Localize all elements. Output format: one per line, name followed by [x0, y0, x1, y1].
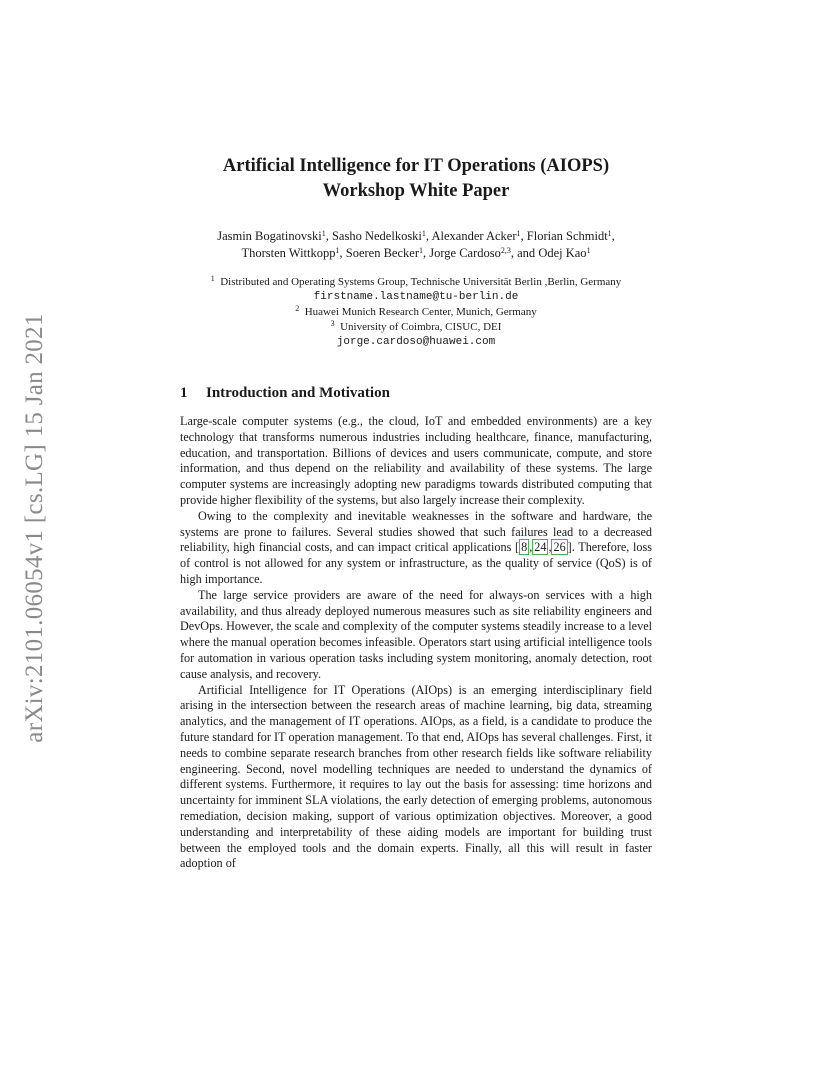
author-name: Alexander Acker	[431, 229, 517, 243]
paragraph-1: Large-scale computer systems (e.g., the cloud, IoT and embedded environments) are a key technology that transforms numerous industries including healthcare, finance, manufacturing, education, and transportation. Billions of devices and users communicate, compute, and store information, and thus depend on the reliability and availability of these systems. The large computer systems are increasingly adopting new paradigms towards distributed computing that provide higher flexibility of the systems, but also largely increase their complexity.	[180, 414, 652, 507]
author-name: Thorsten Wittkopp	[241, 246, 336, 260]
author-name: Florian Schmidt	[526, 229, 608, 243]
affiliation-3	[180, 320, 652, 335]
arxiv-identifier-text: arXiv:2101.06054v1 [cs.LG] 15 Jan 2021	[21, 312, 48, 743]
author-affiliation-mark: 1	[335, 246, 340, 255]
author-name: Jorge Cardoso	[429, 246, 501, 260]
author-name: Sasho Nedelkoski	[331, 229, 422, 243]
body-text	[180, 414, 652, 872]
author-affiliation-mark: 1	[421, 229, 426, 238]
section-heading	[180, 383, 652, 403]
paragraph-2	[180, 509, 652, 588]
author-line-1: Jasmin Bogatinovski$^1$, Sasho Nedelkoski$^1$, Alexander Acker$^1$, Florian Schmidt$^1$,	[217, 229, 615, 243]
paragraph-4: Artificial Intelligence for IT Operations (AIOps) is an emerging interdisciplinary field arising in the intersection between the research areas of machine learning, big data, streaming analytics, and the management of IT operations. AIOps, as a field, is a candidate to produce the future standard for IT operation management. To that end, AIOps has several challenges. First, it needs to combine separate research branches from other research fields like software reliability engineering. Second, novel modelling techniques are needed to understand the dynamics of different systems. Furthermore, it requires to lay out the basis for assessing: time horizons and uncertainty for imminent SLA violations, the early detection of emerging problems, autonomous remediation, decision making, support of various optimization objectives. Moreover, a good understanding and interpretability of these aiding models are important for building trust between the employed tools and the domain experts. Finally, all this will result in faster adoption of	[180, 682, 652, 871]
title-line-2: Workshop White Paper	[322, 181, 510, 201]
citation-separator: ,	[548, 540, 552, 555]
paragraph-2-text-b: ]. Therefore, loss of control is not allowed for any system or infrastructure, as the quality of service (QoS) is of high importance.	[180, 540, 653, 586]
author-name: Odej Kao	[538, 246, 587, 260]
author-line-2: Thorsten Wittkopp$^1$, Soeren Becker$^1$, Jorge Cardoso$^{2,3}$, and Odej Kao$^1$	[241, 246, 591, 260]
affiliation-2	[180, 305, 652, 320]
section-title: Introduction and Motivation	[206, 385, 390, 401]
affiliation-text: Huawei Munich Research Center, Munich, Germany	[304, 306, 537, 318]
citation-separator: ,	[529, 540, 533, 555]
affiliation-text: Distributed and Operating Systems Group, Technische Universität Berlin ,Berlin, Germany	[220, 276, 622, 288]
citation-link[interactable]: 8	[521, 540, 528, 555]
affiliation-number: 3	[330, 319, 335, 328]
affiliation-1-email: firstname.lastname@tu-berlin.de	[313, 291, 519, 303]
author-affiliation-mark: 1	[586, 246, 591, 255]
paper-title	[180, 154, 652, 204]
author-name: Soeren Becker	[345, 246, 419, 260]
affiliation-number: 2	[295, 304, 300, 313]
affiliation-3-email: jorge.cardoso@huawei.com	[336, 336, 496, 348]
paragraph-3: The large service providers are aware of the need for always-on services with a high availability, and thus already deployed numerous measures such as site reliability engineers and DevOps. However, the scale and complexity of the computer systems steadily increase to a level where the manual operation becomes infeasible. Operators start using artificial intelligence tools for automation in various operation tasks including system monitoring, anomaly detection, root cause analysis, and recovery.	[180, 587, 652, 681]
paragraph-2-text-a: Owing to the complexity and inevitable weaknesses in the software and hardware, the systems are prone to failures. Several studies showed that such failures lead to a decreased reliability, high financial costs, and can impact critical applications [	[180, 508, 652, 555]
arxiv-identifier	[18, 295, 52, 760]
affiliation-list	[180, 275, 652, 350]
author-affiliation-mark: 1	[418, 246, 423, 255]
author-affiliation-mark: 1	[516, 229, 521, 238]
citation-link[interactable]: 26	[553, 540, 566, 555]
author-affiliation-mark: 1	[607, 229, 612, 238]
title-line-1: Artificial Intelligence for IT Operations (AIOPS)	[222, 156, 610, 176]
affiliation-number: 1	[210, 274, 215, 283]
author-name: Jasmin Bogatinovski	[217, 229, 322, 243]
author-list	[180, 228, 652, 262]
author-affiliation-mark: 1	[321, 229, 326, 238]
citation-link[interactable]: 24	[534, 540, 547, 555]
affiliation-1	[180, 275, 652, 290]
author-affiliation-mark: 2,3	[500, 246, 511, 255]
section-number: 1	[180, 385, 188, 401]
affiliation-text: University of Coimbra, CISUC, DEI	[340, 321, 502, 333]
